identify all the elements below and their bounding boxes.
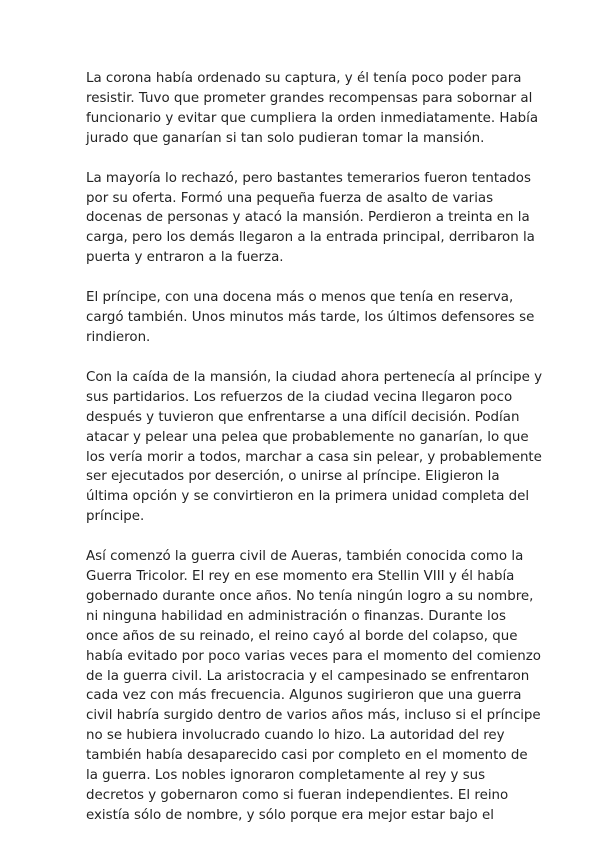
- text-line: no se hubiera involucrado cuando lo hizo. La autoridad del rey: [86, 728, 505, 744]
- text-line: carga, pero los demás llegaron a la entrada principal, derribaron la: [86, 230, 535, 246]
- text-line: última opción y se convirtieron en la primera unidad completa del: [86, 489, 530, 505]
- text-line: puerta y entraron a la fuerza.: [86, 250, 284, 266]
- text-line: cada vez con más frecuencia. Algunos sugirieron que una guerra: [86, 688, 522, 704]
- text-line: había evitado por poco varias veces para el momento del comienzo: [86, 648, 541, 664]
- paragraph: [86, 547, 541, 826]
- text-line: la guerra. Los nobles ignoraron completamente al rey y sus: [86, 768, 486, 784]
- text-line: La mayoría lo rechazó, pero bastantes temerarios fueron tentados: [86, 170, 531, 186]
- text-line: ni ninguna habilidad en administración o finanzas. Durante los: [86, 608, 506, 624]
- paragraph: [86, 69, 539, 149]
- text-line: existía sólo de nombre, y sólo porque era mejor estar bajo el: [86, 807, 494, 823]
- text-line: funcionario y evitar que cumpliera la orden inmediatamente. Había: [86, 110, 539, 126]
- text-line: después y tuvieron que enfrentarse a una difícil decisión. Podían: [86, 409, 520, 425]
- text-line: El príncipe, con una docena más o menos que tenía en reserva,: [86, 290, 514, 306]
- text-line: docenas de personas y atacó la mansión. Perdieron a treinta en la: [86, 210, 530, 226]
- text-line: atacar y pelear una pelea que probablemente no ganarían, lo que: [86, 429, 529, 445]
- text-line: los vería morir a todos, marchar a casa sin pelear, y probablemente: [86, 449, 542, 465]
- paragraph: [86, 169, 535, 269]
- text-line: rindieron.: [86, 329, 151, 345]
- text-line: resistir. Tuvo que prometer grandes recompensas para sobornar al: [86, 90, 533, 106]
- text-line: gobernado durante once años. No tenía ningún logro a su nombre,: [86, 588, 534, 604]
- text-line: La corona había ordenado su captura, y él tenía poco poder para: [86, 71, 522, 86]
- text-line: Así comenzó la guerra civil de Aueras, también conocida como la: [86, 549, 524, 565]
- text-line: Con la caída de la mansión, la ciudad ahora pertenecía al príncipe y: [86, 369, 542, 385]
- text-line: Guerra Tricolor. El rey en ese momento era Stellin VIII y él había: [86, 569, 515, 585]
- text-line: cargó también. Unos minutos más tarde, los últimos defensores se: [86, 310, 535, 326]
- text-line: príncipe.: [86, 509, 145, 525]
- text-line: once años de su reinado, el reino cayó al borde del colapso, que: [86, 628, 518, 644]
- text-line: también había desaparecido casi por completo en el momento de: [86, 748, 528, 764]
- text-line: civil habría surgido dentro de varios años más, incluso si el príncipe: [86, 708, 541, 724]
- text-line: ser ejecutados por deserción, o unirse al príncipe. Eligieron la: [86, 469, 500, 485]
- text-line: de la guerra civil. La aristocracia y el campesinado se enfrentaron: [86, 668, 530, 684]
- text-line: por su oferta. Formó una pequeña fuerza de asalto de varias: [86, 190, 494, 206]
- text-line: jurado que ganarían si tan solo pudieran tomar la mansión.: [86, 130, 485, 146]
- text-line: sus partidarios. Los refuerzos de la ciudad vecina llegaron poco: [86, 389, 513, 405]
- text-line: decretos y gobernaron como si fueran independientes. El reino: [86, 788, 509, 803]
- document-body: [86, 69, 542, 846]
- paragraph: [86, 288, 535, 348]
- paragraph: [86, 368, 542, 527]
